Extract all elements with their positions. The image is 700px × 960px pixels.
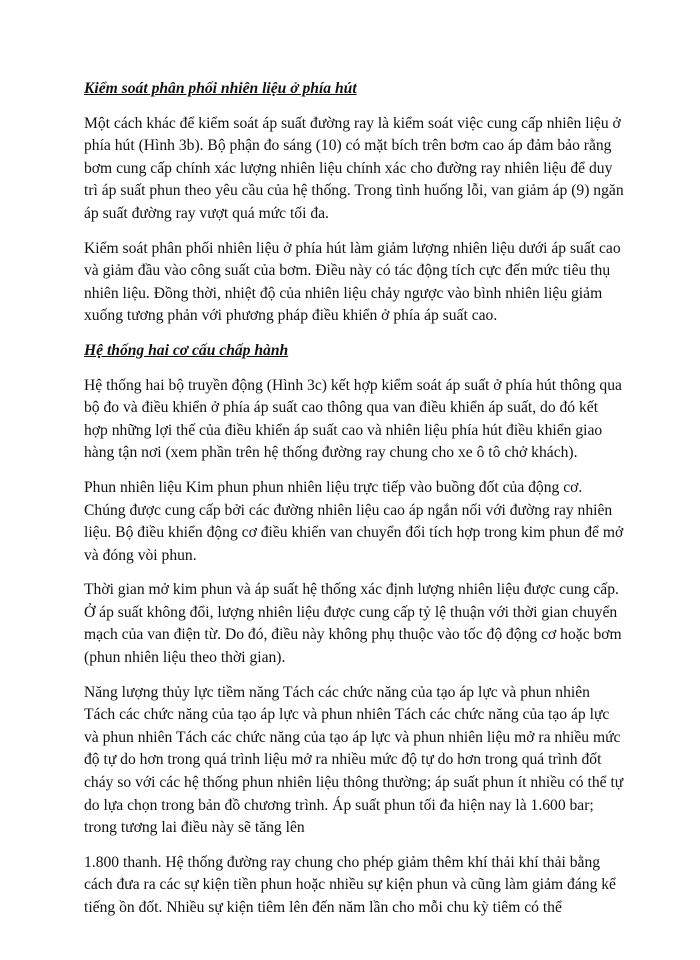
paragraph-fuel-injection: Phun nhiên liệu Kim phun phun nhiên liệu trực tiếp vào buồng đốt của động cơ. Chúng được cung cấp bởi các đường nhiên liệu cao áp ngắn nối với đường ray nhiên liệu. Bộ điều khiển động cơ điều khiển van chuyển đổi tích hợp trong kim phun để mở và đóng vòi phun.	[84, 478, 624, 564]
document-page	[84, 78, 624, 932]
paragraph-two-actuator-intro: Hệ thống hai bộ truyền động (Hình 3c) kết hợp kiểm soát áp suất ở phía hút thông qua bộ đo và điều khiển ở phía áp suất cao thông qua van điều khiển áp suất, do đó kết hợp những lợi thế của điều khiển áp suất cao và nhiên liệu phía hút điều khiển giao hàng tận nơi (xem phần trên hệ thống đường ray chung cho xe ô tô chở khách).	[84, 376, 622, 462]
paragraph-injector-timing: Thời gian mở kim phun và áp suất hệ thống xác định lượng nhiên liệu được cung cấp. Ở áp suất không đổi, lượng nhiên liệu được cung cấp tỷ lệ thuận với thời gian chuyển mạch của van điện từ. Do đó, điều này không phụ thuộc vào tốc độ động cơ hoặc bơm (phun nhiên liệu theo thời gian).	[84, 581, 622, 667]
section-heading-suction-side-control: Kiểm soát phân phối nhiên liệu ở phía hút	[84, 80, 357, 97]
paragraph-hydraulic-energy: Năng lượng thủy lực tiềm năng Tách các chức năng của tạo áp lực và phun nhiên Tách các chức năng của tạo áp lực và phun nhiên Tách các chức năng của tạo áp lực và phun nhiên Tách các chức năng của tạo áp lực và phun nhiên liệu mở ra nhiều mức độ tự do hơn trong quá trình liệu mở ra nhiều mức độ tự do hơn trong quá trình đốt cháy so với các hệ thống phun nhiên liệu thông thường; áp suất phun ít nhiều có thể tự do lựa chọn trong bản đồ chương trình. Áp suất phun tối đa hiện nay là 1.600 bar; trong tương lai điều này sẽ tăng lên	[84, 683, 624, 837]
paragraph-emission-reduction: 1.800 thanh. Hệ thống đường ray chung cho phép giảm thêm khí thải khí thải bằng cách đưa ra các sự kiện tiền phun hoặc nhiều sự kiện phun và cũng làm giảm đáng kể tiếng ồn đốt. Nhiều sự kiện tiêm lên đến năm lần cho mỗi chu kỳ tiêm có thể	[84, 853, 616, 916]
paragraph-suction-control-benefits: Kiểm soát phân phối nhiên liệu ở phía hút làm giảm lượng nhiên liệu dưới áp suất cao và giảm đầu vào công suất của bơm. Điều này có tác động tích cực đến mức tiêu thụ nhiên liệu. Đồng thời, nhiệt độ của nhiên liệu chảy ngược vào bình nhiên liệu giảm xuống tương phản với phương pháp điều khiển ở phía áp suất cao.	[84, 239, 621, 325]
paragraph-suction-control-intro: Một cách khác để kiểm soát áp suất đường ray là kiểm soát việc cung cấp nhiên liệu ở phía hút (Hình 3b). Bộ phận đo sáng (10) có mặt bích trên bơm cao áp đảm bảo rằng bơm cung cấp chính xác lượng nhiên liệu chính xác cho đường ray nhiên liệu để duy trì áp suất phun theo yêu cầu của hệ thống. Trong tình huống lỗi, van giảm áp (9) ngăn áp suất đường ray vượt quá mức tối đa.	[84, 114, 624, 222]
section-heading-two-actuator-system: Hệ thống hai cơ cấu chấp hành	[84, 341, 289, 359]
